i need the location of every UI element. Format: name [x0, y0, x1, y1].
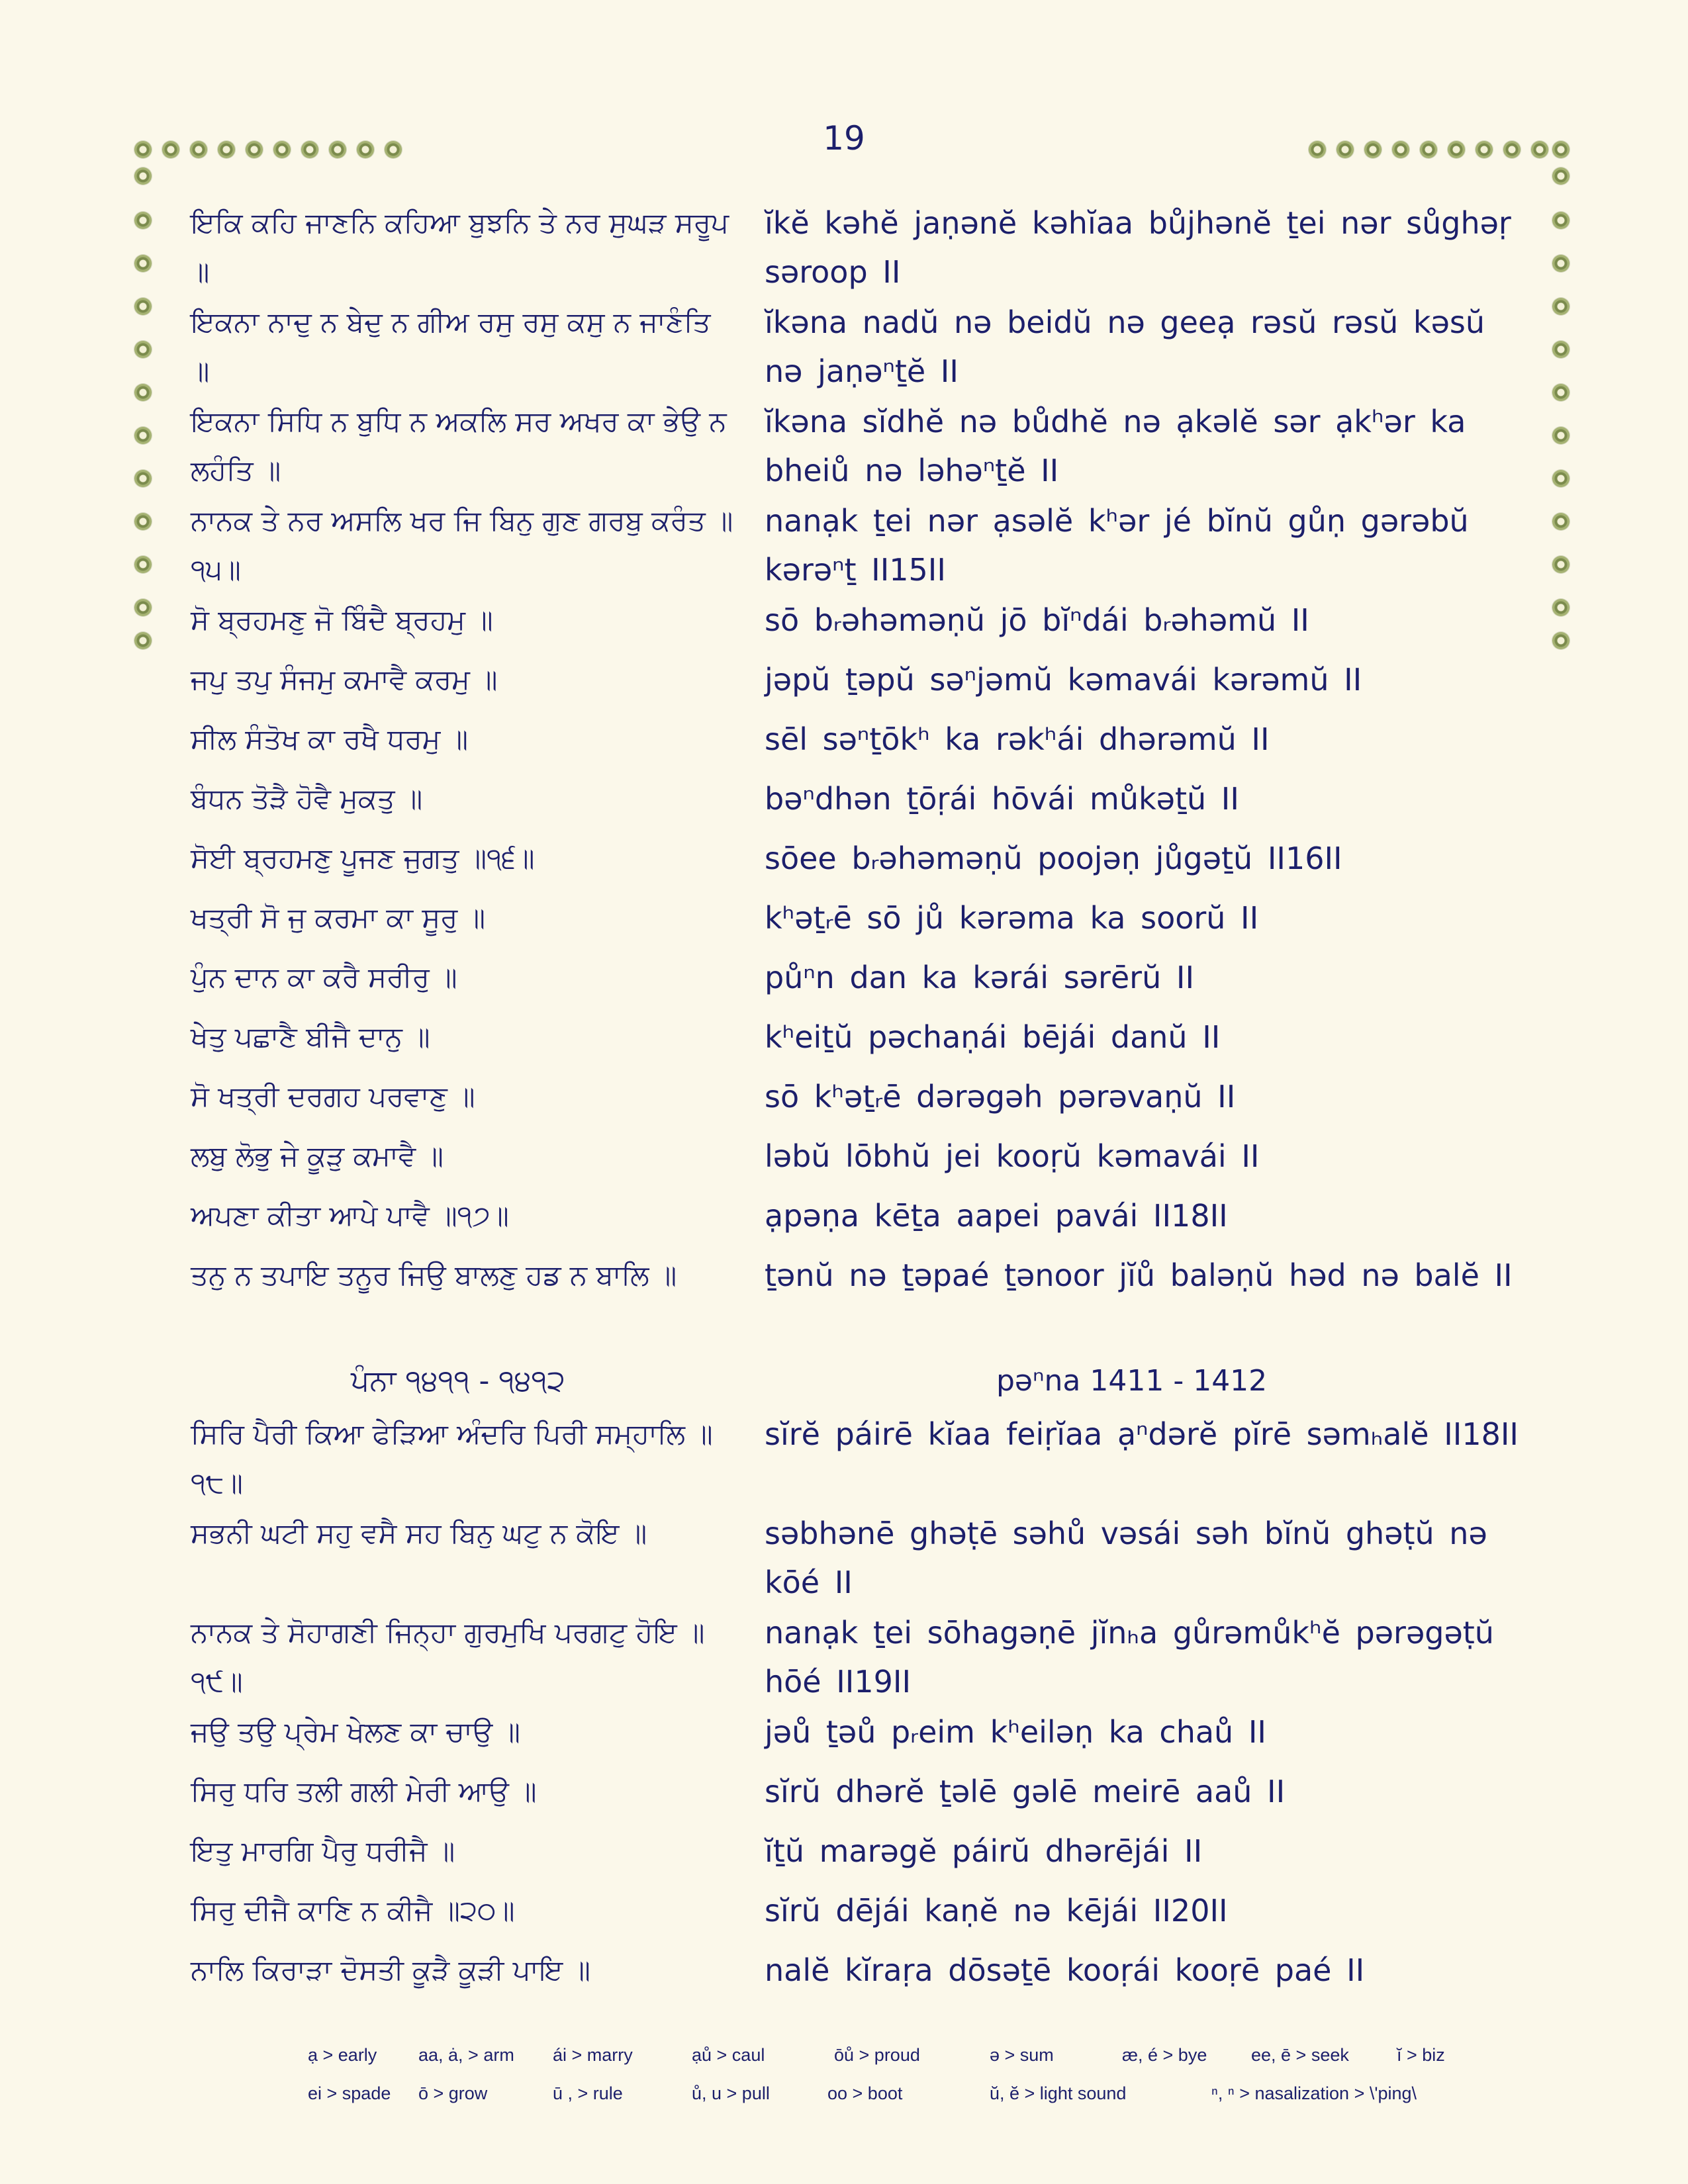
flower-icon: [134, 341, 152, 358]
gurmukhi-text: ਪੁੰਨ ਦਾਨ ਕਾ ਕਰੈ ਸਰੀਰੁ ॥: [191, 961, 457, 993]
gurmukhi-text: ਸਭਨੀ ਘਟੀ ਸਹੁ ਵਸੈ ਸਹ ਬਿਨੁ ਘਟੁ ਨ ਕੋਇ ॥: [191, 1517, 647, 1549]
flower-icon: [301, 141, 318, 158]
flower-icon: [134, 427, 152, 444]
transliteration-text: kʰeiṯŭ pəchaṇái bējái danŭ II: [765, 1019, 1221, 1055]
legend-item: ạ > early: [308, 2045, 377, 2065]
gurmukhi-text: ਤਨੁ ਨ ਤਪਾਇ ਤਨੂਰ ਜਿਉ ਬਾਲਣੁ ਹਡ ਨ ਬਾਲਿ ॥: [191, 1259, 677, 1291]
page-heading-gurmukhi: ਪੰਨਾ ੧੪੧੧ - ੧੪੧੨: [351, 1364, 565, 1398]
flower-icon: [134, 632, 152, 649]
gurmukhi-text: ਜਉ ਤਉ ਪ੍ਰੇਮ ਖੇਲਣ ਕਾ ਚਾਉ ॥: [191, 1715, 520, 1748]
gurmukhi-text: ਇਤੁ ਮਾਰਗਿ ਪੈਰੁ ਧਰੀਜੈ ॥: [191, 1835, 455, 1867]
gurmukhi-text: ਖਤ੍ਰੀ ਸੋ ਜੁ ਕਰਮਾ ਕਾ ਸੂਰੁ ॥: [191, 901, 485, 934]
flower-icon: [134, 556, 152, 573]
flower-icon: [162, 141, 179, 158]
transliteration-text: sĭrŭ dhərĕ ṯəlē gəlē meirē aaů II: [765, 1774, 1286, 1809]
flower-icon: [1392, 141, 1409, 158]
gurmukhi-text: ਸਿਰੁ ਦੀਜੈ ਕਾਣਿ ਨ ਕੀਜੈ ॥੨੦॥: [191, 1894, 515, 1927]
gurmukhi-text: ਸੋ ਬ੍ਰਹਮਣੁ ਜੋ ਬਿੰਦੈ ਬ੍ਰਹਮੁ ॥: [191, 604, 493, 636]
transliteration-text: sō kʰəṯᵣē dərəgəh pərəvaṇŭ II: [765, 1079, 1236, 1115]
gurmukhi-text: ਅਪਣਾ ਕੀਤਾ ਆਪੇ ਪਾਵੈ ॥੧੭॥: [191, 1199, 509, 1232]
legend-item: ee, ē > seek: [1251, 2045, 1349, 2065]
gurmukhi-text: ਨਾਨਕ ਤੇ ਸੋਹਾਗਣੀ ਜਿਨ੍ਹਾ ਗੁਰਮੁਖਿ ਪਰਗਟੁ ਹੋਇ ॥੧੯॥: [191, 1616, 705, 1698]
legend-item: ⁿ, ⁿ > nasalization > \'ping\: [1211, 2083, 1417, 2103]
gurmukhi-text: ਖੇਤੁ ਪਛਾਣੈ ਬੀਜੈ ਦਾਨੁ ॥: [191, 1021, 430, 1053]
pronunciation-legend: [301, 2045, 1493, 2111]
flower-icon: [134, 513, 152, 530]
flower-icon: [1552, 599, 1570, 616]
gurmukhi-text: ਇਕਨਾ ਨਾਦੁ ਨ ਬੇਦੁ ਨ ਗੀਅ ਰਸੁ ਰਸੁ ਕਸੁ ਨ ਜਾਣੰਤਿ ॥: [191, 306, 711, 387]
flower-icon: [134, 255, 152, 272]
flower-icon: [218, 141, 235, 158]
flower-icon: [134, 141, 152, 158]
page-heading-translit: pəⁿna 1411 - 1412: [996, 1364, 1268, 1398]
gurmukhi-text: ਬੰਧਨ ਤੋੜੈ ਹੋਵੈ ਮੁਕਤੁ ॥: [191, 782, 423, 815]
gurmukhi-text: ਸਿਰੁ ਧਰਿ ਤਲੀ ਗਲੀ ਮੇਰੀ ਆਉ ॥: [191, 1775, 537, 1807]
legend-item: ů, u > pull: [692, 2083, 770, 2103]
flower-icon: [134, 298, 152, 315]
gurmukhi-text: ਲਬੁ ਲੋਭੁ ਜੇ ਕੂੜੁ ਕਮਾਵੈ ॥: [191, 1140, 444, 1172]
flower-icon: [1552, 255, 1570, 272]
flower-icon: [1420, 141, 1437, 158]
flower-icon: [1552, 470, 1570, 487]
legend-item: ŭ, ĕ > light sound: [990, 2083, 1127, 2103]
flower-icon: [1531, 141, 1548, 158]
transliteration-text: jəů ṯəů pᵣeim kʰeiləṇ ka chaů II: [765, 1714, 1266, 1750]
transliteration-text: sĭrŭ dējái kaṇĕ nə kējái II20II: [765, 1893, 1228, 1929]
flower-icon: [1364, 141, 1382, 158]
flower-icon: [1552, 384, 1570, 401]
flower-icon: [134, 167, 152, 185]
transliteration-text: sēl səⁿṯōkʰ ka rəkʰái dhərəmŭ II: [765, 721, 1270, 757]
flower-icon: [134, 212, 152, 229]
gurmukhi-text: ਸਿਰਿ ਪੈਰੀ ਕਿਆ ਫੇੜਿਆ ਅੰਦਰਿ ਪਿਰੀ ਸਮ੍ਹਾਲਿ ॥੧੮॥: [191, 1418, 713, 1499]
flower-icon: [1552, 513, 1570, 530]
transliteration-text: ĭkəna nadŭ nə beidŭ nə geeạ rəsŭ rəsŭ kəsŭ nə jaṇəⁿṯĕ II: [765, 304, 1485, 389]
transliteration-text: ṯənŭ nə ṯəpaé ṯənoor jĭů baləṇŭ həd nə balĕ II: [765, 1257, 1513, 1293]
transliteration-text: nanạk ṯei sōhagəṇē jĭnₕa gůrəmůkʰĕ pərəgəṭŭ hōé II19II: [765, 1615, 1494, 1700]
flower-icon: [1552, 141, 1570, 158]
legend-item: ō > grow: [418, 2083, 488, 2103]
transliteration-text: ĭkĕ kəhĕ jaṇənĕ kəhĭaa bůjhənĕ ṯei nər sůghəṛ səroop II: [765, 205, 1511, 290]
flower-icon: [1503, 141, 1521, 158]
gurmukhi-text: ਸੋ ਖਤ੍ਰੀ ਦਰਗਹ ਪਰਵਾਣੁ ॥: [191, 1080, 475, 1113]
transliteration-text: ạpəṇa kēṯa aapei pavái II18II: [765, 1198, 1228, 1234]
transliteration-text: səbhənē ghəṭē səhů vəsái səh bĭnŭ ghəṭŭ nə kōé II: [765, 1516, 1487, 1600]
flower-icon: [1552, 632, 1570, 649]
gurmukhi-text: ਸੋਈ ਬ੍ਰਹਮਣੁ ਪੂਜਣ ਜੁਗਤੁ ॥੧੬॥: [191, 842, 535, 874]
flower-icon: [1336, 141, 1354, 158]
flower-icon: [1552, 298, 1570, 315]
gurmukhi-text: ਨਾਲਿ ਕਿਰਾੜਾ ਦੋਸਤੀ ਕੂੜੈ ਕੂੜੀ ਪਾਇ ॥: [191, 1954, 590, 1986]
legend-item: oo > boot: [827, 2083, 903, 2103]
legend-item: ōů > proud: [834, 2045, 920, 2065]
flower-icon: [134, 384, 152, 401]
transliteration-text: sō bᵣəhəməṇŭ jō bĭⁿdái bᵣəhəmŭ II: [765, 602, 1309, 638]
flower-icon: [1309, 141, 1326, 158]
transliteration-text: jəpŭ ṯəpŭ səⁿjəmŭ kəmavái kərəmŭ II: [765, 662, 1362, 698]
transliteration-text: ĭṯŭ marəgĕ páirŭ dhərējái II: [765, 1833, 1203, 1869]
gurmukhi-text: ਨਾਨਕ ਤੇ ਨਰ ਅਸਲਿ ਖਰ ਜਿ ਬਿਨੁ ਗੁਣ ਗਰਬੁ ਕਰੰਤ ॥੧੫॥: [191, 504, 733, 586]
legend-item: ū , > rule: [553, 2083, 623, 2103]
legend-item: ái > marry: [553, 2045, 633, 2065]
flower-icon: [1552, 167, 1570, 185]
transliteration-text: bəⁿdhən ṯōṛái hōvái můkəṯŭ II: [765, 781, 1239, 817]
transliteration-text: půⁿn dan ka kərái sərērŭ II: [765, 960, 1195, 995]
legend-item: ei > spade: [308, 2083, 391, 2103]
flower-icon: [1476, 141, 1493, 158]
flower-icon: [1552, 427, 1570, 444]
flower-icon: [190, 141, 207, 158]
gurmukhi-text: ਇਕਿ ਕਹਿ ਜਾਣਨਿ ਕਹਿਆ ਬੁਝਨਿ ਤੇ ਨਰ ਸੁਘੜ ਸਰੂਪ ॥: [191, 206, 729, 288]
transliteration-text: ləbŭ lōbhŭ jei kooṛŭ kəmavái II: [765, 1138, 1260, 1174]
transliteration-text: nalĕ kĭraṛa dōsəṯē kooṛái kooṛē paé II: [765, 1952, 1365, 1988]
legend-item: æ, é > bye: [1122, 2045, 1207, 2065]
flower-icon: [273, 141, 291, 158]
flower-icon: [246, 141, 263, 158]
gurmukhi-text: ਸੀਲ ਸੰਤੋਖ ਕਾ ਰਖੈ ਧਰਮੁ ॥: [191, 723, 469, 755]
flower-icon: [134, 470, 152, 487]
flower-icon: [1448, 141, 1465, 158]
legend-item: ĭ > biz: [1397, 2045, 1445, 2065]
legend-item: ạů > caul: [692, 2045, 765, 2065]
transliteration-text: ĭkəna sĭdhĕ nə bůdhĕ nə ạkəlĕ sər ạkʰər ka bheiů nə ləhəⁿṯĕ II: [765, 404, 1466, 488]
flower-icon: [385, 141, 402, 158]
transliteration-text: sĭrĕ páirē kĭaa feiṛĭaa ạⁿdərĕ pĭrē səmₕalĕ II18II: [765, 1416, 1519, 1452]
flower-icon: [1552, 556, 1570, 573]
flower-icon: [329, 141, 346, 158]
flower-icon: [1552, 212, 1570, 229]
transliteration-text: sōee bᵣəhəməṇŭ poojəṇ jůgəṯŭ II16II: [765, 841, 1342, 876]
flower-icon: [134, 599, 152, 616]
legend-item: ə > sum: [990, 2045, 1054, 2065]
transliteration-text: nanạk ṯei nər ạsəlĕ kʰər jé bĭnŭ gůṇ gərəbŭ kərəⁿṯ II15II: [765, 503, 1469, 588]
gurmukhi-text: ਜਪੁ ਤਪੁ ਸੰਜਮੁ ਕਮਾਵੈ ਕਰਮੁ ॥: [191, 663, 498, 696]
legend-item: aa, ȧ, > arm: [418, 2045, 514, 2065]
flower-icon: [1552, 341, 1570, 358]
gurmukhi-text: ਇਕਨਾ ਸਿਧਿ ਨ ਬੁਧਿ ਨ ਅਕਲਿ ਸਰ ਅਖਰ ਕਾ ਭੇਉ ਨ ਲਹੰਤਿ ॥: [191, 405, 727, 486]
transliteration-text: kʰəṯᵣē sō jů kərəma ka soorŭ II: [765, 900, 1259, 936]
page-number: 19: [823, 119, 865, 158]
flower-icon: [357, 141, 374, 158]
